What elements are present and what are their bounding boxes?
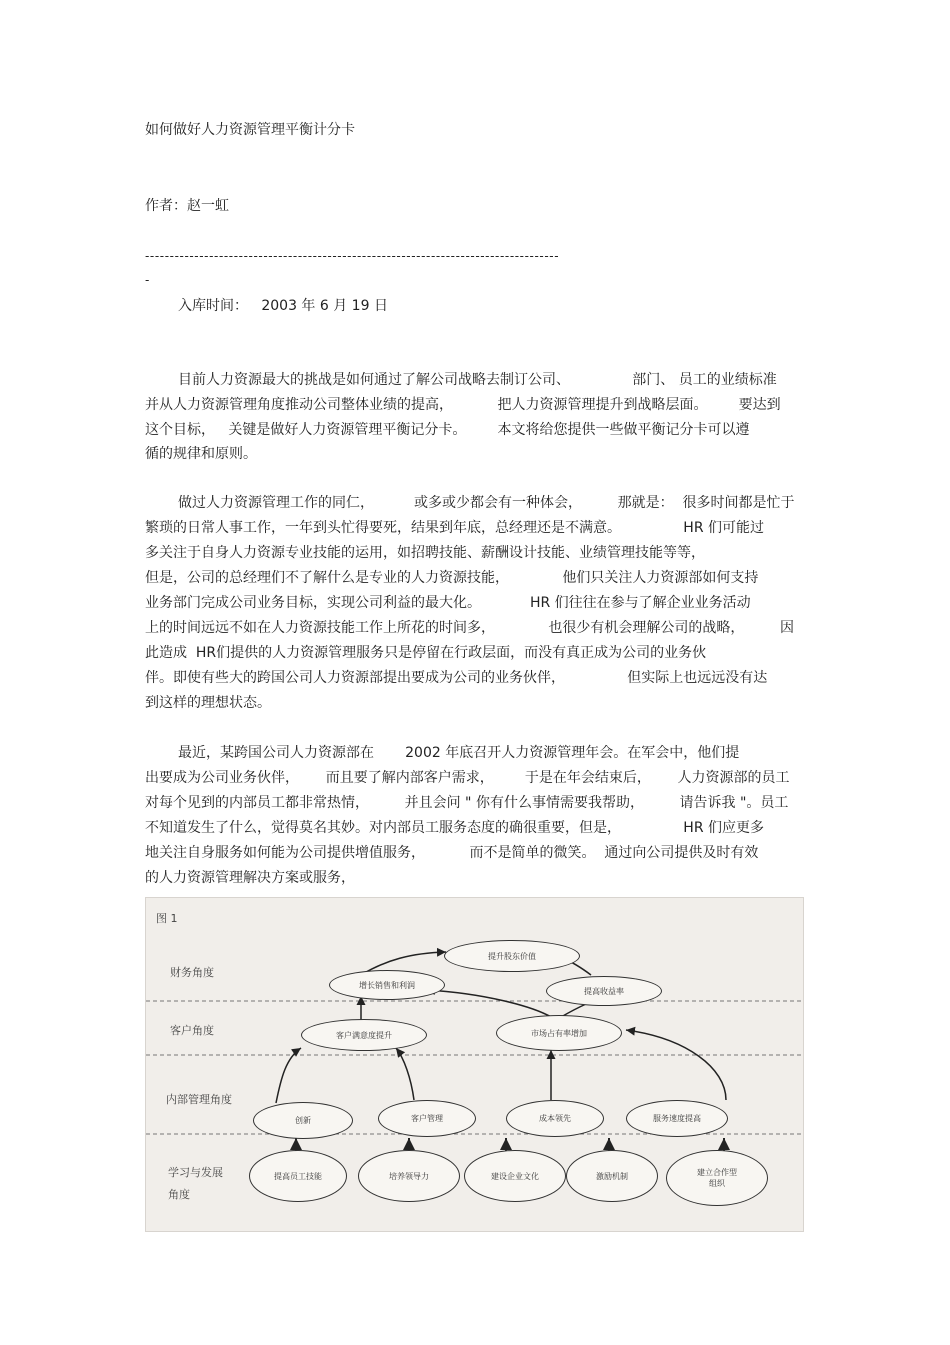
- paragraph-line: 最近，某跨国公司人力资源部在 2002 年底召开人力资源管理年会。在军会中，他们提: [178, 745, 740, 761]
- row-label-financial: 财务角度: [170, 966, 214, 979]
- connector-arrow: [396, 1048, 414, 1100]
- paragraph-line: 多关注于自身人力资源专业技能的运用，如招聘技能、薪酬设计技能、业绩管理技能等等，: [145, 545, 705, 561]
- node-cooperative-organization: [666, 1150, 768, 1206]
- paragraph-line: 做过人力资源管理工作的同仁， 或多或少都会有一种体会， 那就是： 很多时间都是忙于: [178, 495, 795, 511]
- paragraph-line: 对每个见到的内部员工都非常热情， 并且会问 " 你有什么事情需要我帮助， 请告诉我 "。员工: [145, 795, 789, 811]
- paragraph-line: 循的规律和原则。: [145, 446, 257, 462]
- document-title: 如何做好人力资源管理平衡计分卡: [145, 122, 355, 138]
- node-shareholder-value: 提升股东价值: [444, 940, 580, 972]
- paragraph-line: 到这样的理想状态。: [145, 695, 271, 711]
- paragraph-line: 上的时间远远不如在人力资源技能工作上所花的时间多， 也很少有机会理解公司的战略， 因: [145, 620, 795, 636]
- node-corporate-culture: 建设企业文化: [464, 1150, 566, 1202]
- separator-line-continued: -: [145, 273, 150, 287]
- paragraph-line: 业务部门完成公司业务目标，实现公司利益的最大化。 HR 们往往在参与了解企业业务活动: [145, 595, 751, 611]
- paragraph-line: 目前人力资源最大的挑战是如何通过了解公司战略去制订公司、 部门、 员工的业绩标准: [178, 372, 777, 388]
- node-incentive-mechanism: 激励机制: [566, 1150, 658, 1202]
- node-leadership: 培养领导力: [358, 1150, 460, 1202]
- node-customer-management: 客户管理: [378, 1100, 476, 1137]
- node-market-share: 市场占有率增加: [496, 1015, 622, 1051]
- connector-arrow: [626, 1030, 726, 1100]
- node-innovation: 创新: [253, 1102, 353, 1139]
- node-employee-skills: 提高员工技能: [249, 1150, 347, 1202]
- node-text-line: 组织: [709, 1179, 725, 1188]
- node-sales-profit: 增长销售和利润: [329, 970, 445, 1000]
- paragraph-line: 出要成为公司业务伙伴， 而且要了解内部客户需求， 于是在年会结束后， 人力资源部的员工: [145, 770, 790, 786]
- row-label-learning: 学习与发展: [168, 1166, 223, 1179]
- paragraph-line: 的人力资源管理解决方案或服务，: [145, 870, 355, 886]
- paragraph-line: 地关注自身服务如何能为公司提供增值服务， 而不是简单的微笑。 通过向公司提供及时有效: [145, 845, 759, 861]
- node-cost-leadership: 成本领先: [506, 1100, 604, 1137]
- paragraph-line: 并从人力资源管理角度推动公司整体业绩的提高， 把人力资源管理提升到战略层面。 要达到: [145, 397, 781, 413]
- publish-date: 入库时间： 2003 年 6 月 19 日: [178, 298, 388, 314]
- node-customer-satisfaction: 客户满意度提升: [301, 1019, 427, 1051]
- separator-line: ------------------------------------------------------------------------------------: [145, 249, 560, 263]
- paragraph-line: 这个目标， 关键是做好人力资源管理平衡记分卡。 本文将给您提供一些做平衡记分卡可以遵: [145, 422, 750, 438]
- row-label-customer: 客户角度: [170, 1024, 214, 1037]
- paragraph-line: 不知道发生了什么，觉得莫名其妙。对内部员工服务态度的确很重要，但是， HR 们应更多: [145, 820, 765, 836]
- node-text-line: 建立合作型: [697, 1168, 737, 1177]
- author-line: 作者：赵一虹: [145, 198, 229, 214]
- row-label-internal: 内部管理角度: [166, 1093, 232, 1106]
- node-return-rate: 提高收益率: [546, 976, 662, 1006]
- strategy-map-figure: [145, 897, 804, 1232]
- paragraph-line: 此造成 HR们提供的人力资源管理服务只是停留在行政层面，而没有真正成为公司的业务伙: [145, 645, 707, 661]
- connector-arrow: [276, 1048, 301, 1103]
- figure-label: 图 1: [156, 912, 178, 925]
- node-service-speed: 服务速度提高: [626, 1100, 728, 1137]
- row-label-learning-2: 角度: [168, 1188, 190, 1201]
- paragraph-line: 但是，公司的总经理们不了解什么是专业的人力资源技能， 他们只关注人力资源部如何支持: [145, 570, 759, 586]
- paragraph-line: 伴。即使有些大的跨国公司人力资源部提出要成为公司的业务伙伴， 但实际上也远远没有达: [145, 670, 768, 686]
- paragraph-line: 繁琐的日常人事工作，一年到头忙得要死，结果到年底，总经理还是不满意。 HR 们可能过: [145, 520, 765, 536]
